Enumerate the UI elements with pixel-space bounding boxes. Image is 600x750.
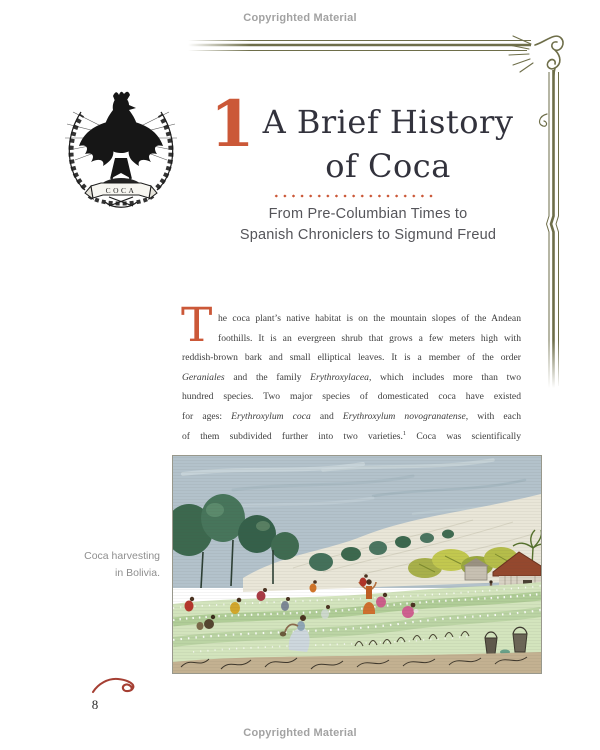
body-text-line: Geraniales and the family Erythroxylacea, which includes more than two xyxy=(182,371,521,383)
body-text-line: for ages: Erythroxylum coca and Erythroxylum novogranatense, with each xyxy=(182,410,521,422)
chapter-title-line1: A Brief History xyxy=(262,103,514,141)
border-vertical-rules xyxy=(547,70,559,388)
body-paragraph-lines xyxy=(182,309,521,446)
chapter-subtitle-line1: From Pre-Columbian Times to xyxy=(268,206,468,222)
body-text-line: reddish-brown bark and small elliptical leaves. It is a member of the order xyxy=(182,352,521,364)
coca-harvest-illustration xyxy=(172,455,542,674)
body-text-line: he coca plant’s native habitat is on the mountain slopes of the Andean xyxy=(218,313,521,324)
body-text-line: of them subdivided further into two varieties.$^1$ Coca was scientifically xyxy=(182,429,521,442)
corner-rays xyxy=(509,36,533,72)
engraving-texture xyxy=(173,456,541,673)
copyright-notice-top: Copyrighted Material xyxy=(243,12,357,24)
emblem-banner xyxy=(85,183,157,199)
figure-caption-line1: Coca harvesting xyxy=(84,550,160,562)
drop-cap: T xyxy=(181,298,213,353)
chapter-number: 1 xyxy=(210,87,255,162)
body-text-line: foothills. It is an evergreen shrub that grows a few meters high with xyxy=(218,332,521,344)
emblem-banner-text: COCA xyxy=(105,186,137,195)
flourish-ornament xyxy=(90,672,142,698)
body-text-line: hundred species. Two major species of domesticated coca have existed xyxy=(182,391,521,403)
body-paragraph xyxy=(182,309,521,446)
chapter-subtitle-line2: Spanish Chroniclers to Sigmund Freud xyxy=(239,227,497,243)
page-number: 8 xyxy=(91,697,99,712)
chapter-subtitle xyxy=(214,204,522,246)
dotted-divider xyxy=(272,194,438,198)
figure-caption-line2: in Bolivia. xyxy=(115,567,160,579)
copyright-notice-bottom: Copyrighted Material xyxy=(243,727,357,739)
rooster-figure xyxy=(79,92,163,182)
border-horizontal-rules xyxy=(188,41,531,51)
coca-emblem-illustration xyxy=(55,84,187,214)
figure-caption xyxy=(50,548,160,582)
chapter-title xyxy=(250,100,526,188)
chapter-title-line2: of Coca xyxy=(325,147,451,185)
